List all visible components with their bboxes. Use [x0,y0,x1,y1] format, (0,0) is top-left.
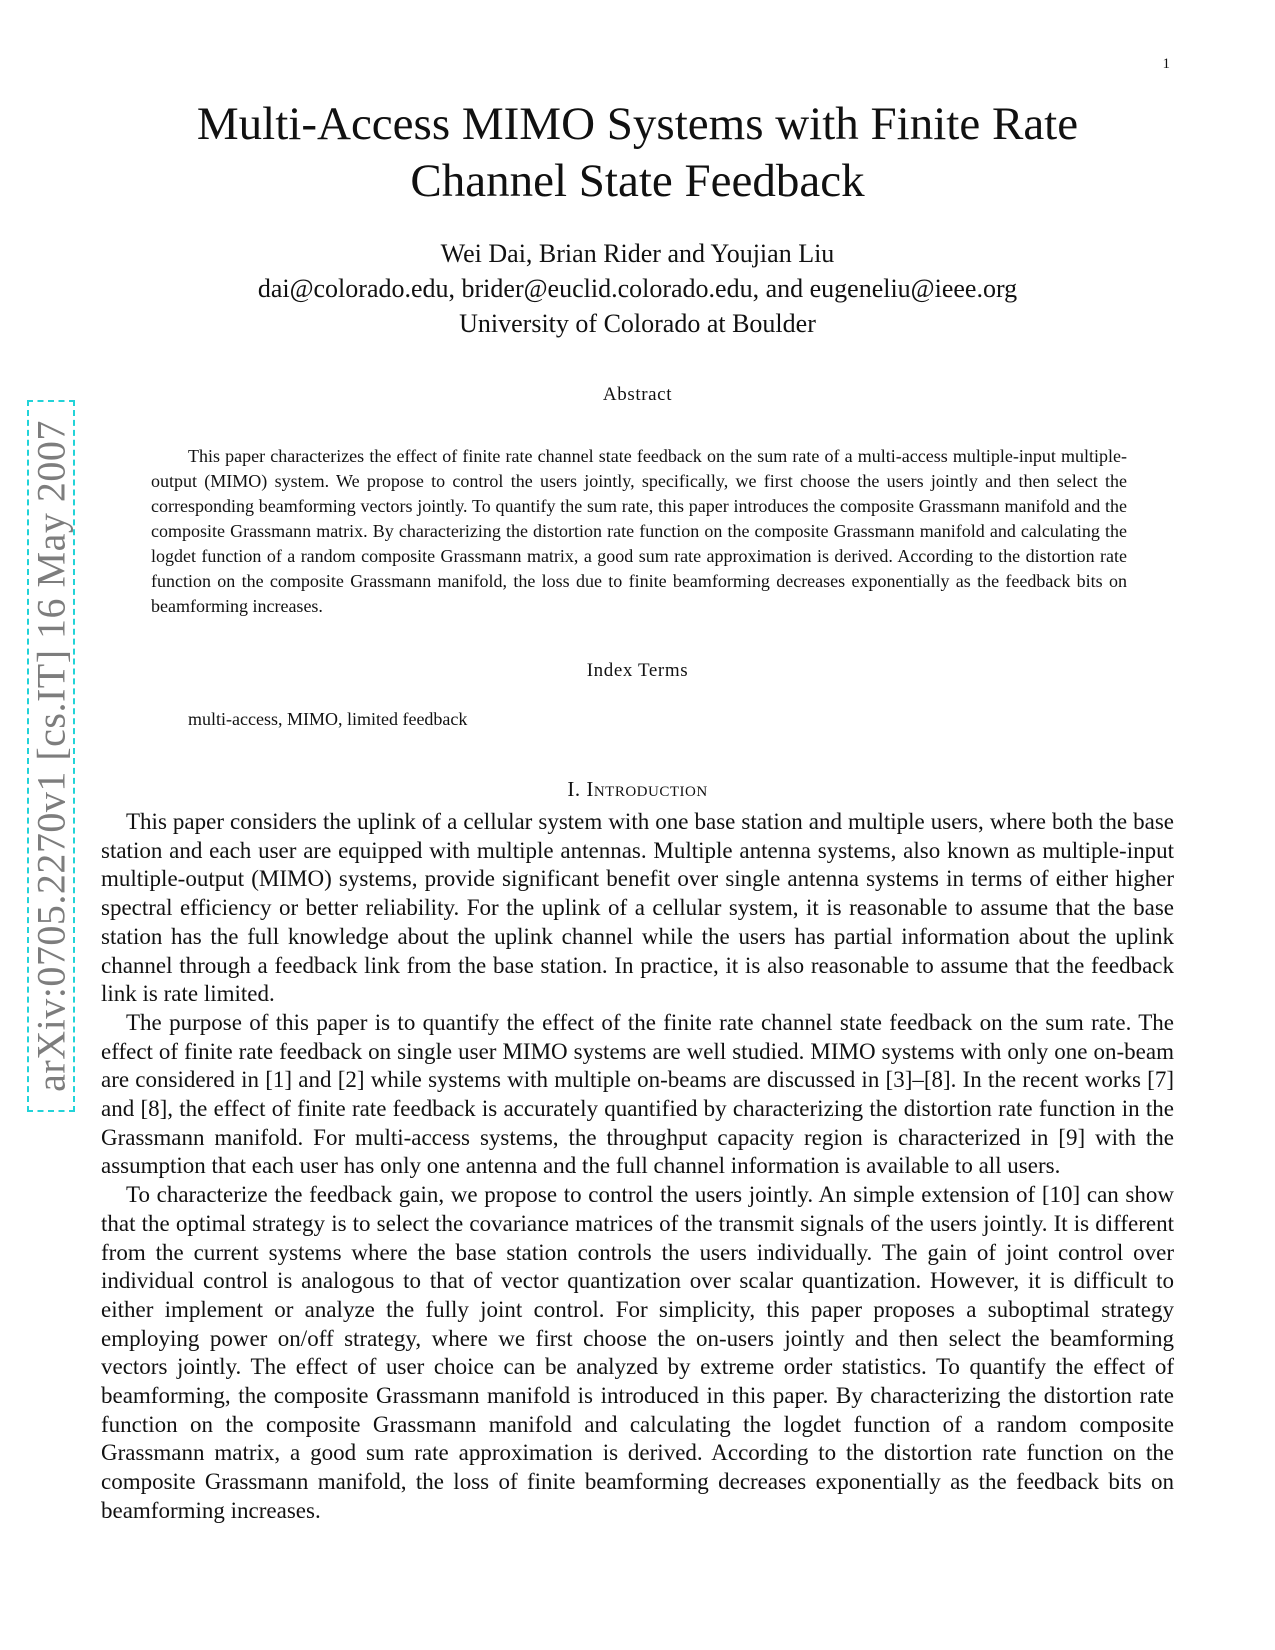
abstract-heading: Abstract [602,384,673,405]
section-title: Introduction [586,777,708,801]
page-number: 1 [1162,56,1170,72]
author-emails: dai@colorado.edu, brider@euclid.colorado.edu, and eugeneliu@ieee.org [257,274,1018,303]
paper-title-line-2: Channel State Feedback [410,155,865,207]
abstract-text: This paper characterizes the effect of finite rate channel state feedback on the sum rate of a multi-access multiple-input multiple-output (MIMO) system. We propose to control the users jointly, specifically, we first choose the users jointly and then select the corresponding beamforming vectors jointly. To quantify the sum rate, this paper introduces the composite Grassmann manifold and the composite Grassmann matrix. By characterizing the distortion rate function on the composite Grassmann manifold and calculating the logdet function of a random composite Grassmann matrix, a good sum rate approximation is derived. According to the distortion rate function on the composite Grassmann manifold, the loss due to finite beamforming decreases exponentially as the feedback bits on beamforming increases. [151,446,1127,616]
author-names: Wei Dai, Brian Rider and Youjian Liu [440,239,835,268]
body-paragraph-3: To characterize the feedback gain, we propose to control the users jointly. An simple extension of [10] can show that the optimal strategy is to select the covariance matrices of the transmit signals of the users jointly. It is different from the current systems where the base station controls the users individually. The gain of joint control over individual control is analogous to that of vector quantization over scalar quantization. However, it is difficult to either implement or analyze the fully joint control. For simplicity, this paper proposes a suboptimal strategy employing power on/off strategy, where we first choose the on-users jointly and then select the beamforming vectors jointly. The effect of user choice can be analyzed by extreme order statistics. To quantify the effect of beamforming, the composite Grassmann manifold is introduced in this paper. By characterizing the distortion rate function on the composite Grassmann manifold and calculating the logdet function of a random composite Grassmann matrix, a good sum rate approximation is derived. According to the distortion rate function on the composite Grassmann manifold, the loss of finite beamforming decreases exponentially as the feedback bits on beamforming increases. [101,1182,1174,1523]
arxiv-stamp[interactable] [27,400,75,1112]
author-affiliation: University of Colorado at Boulder [459,309,816,338]
body-paragraph-1: This paper considers the uplink of a cellular system with one base station and multiple users, where both the base station and each user are equipped with multiple antennas. Multiple antenna systems, also known as multiple-input multiple-output (MIMO) systems, provide significant benefit over single antenna systems in terms of either higher spectral efficiency or better reliability. For the uplink of a cellular system, it is reasonable to assume that the base station has the full knowledge about the uplink channel while the users has partial information about the uplink channel through a feedback link from the base station. In practice, it is also reasonable to assume that the feedback link is rate limited. [101,809,1174,1007]
author-block [100,236,1175,341]
paper-title-line-1: Multi-Access MIMO Systems with Finite Rate [196,98,1079,150]
body-paragraph-2: The purpose of this paper is to quantify the effect of the finite rate channel state feedback on the sum rate. The effect of finite rate feedback on single user MIMO systems are well studied. MIMO systems with only one on-beam are considered in [1] and [2] while systems with multiple on-beams are discussed in [3]–[8]. In the recent works [7] and [8], the effect of finite rate feedback is accurately quantified by characterizing the distortion rate function in the Grassmann manifold. For multi-access systems, the throughput capacity region is characterized in [9] with the assumption that each user has only one antenna and the full channel information is available to all users. [101,1009,1174,1179]
section-number: I. [567,777,581,801]
paper-title [100,96,1175,210]
arxiv-identifier: arXiv:0705.2270v1 [cs.IT] 16 May 2007 [28,420,74,1092]
index-terms-text: multi-access, MIMO, limited feedback [188,709,468,729]
index-terms-heading: Index Terms [586,660,689,681]
section-heading-introduction [100,777,1175,802]
introduction-body [101,808,1174,1526]
